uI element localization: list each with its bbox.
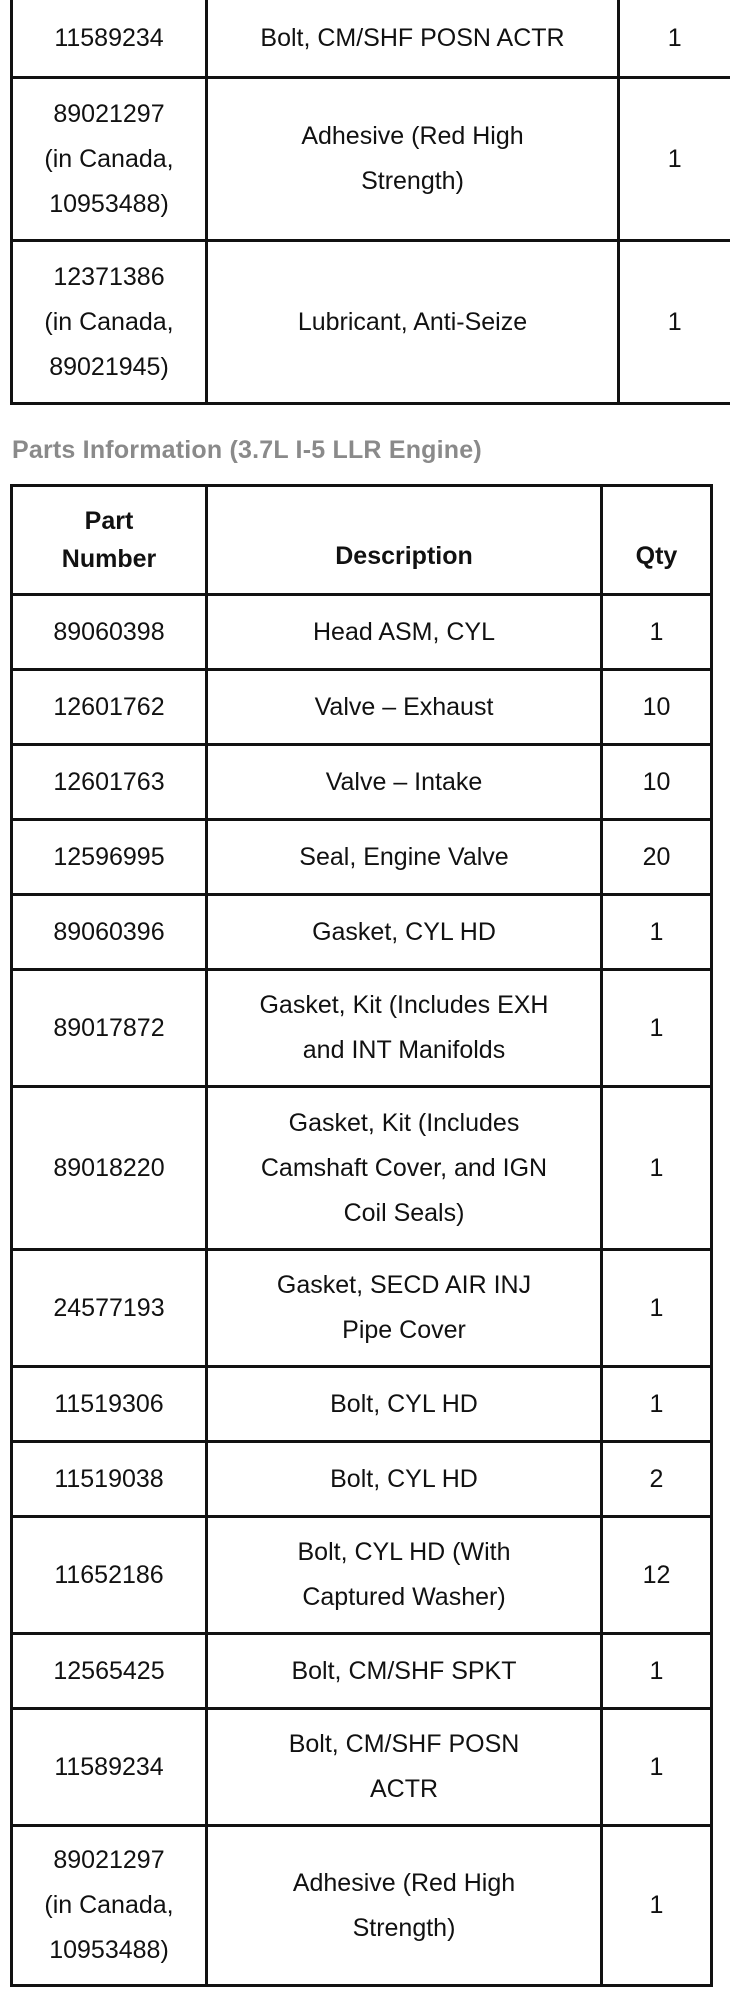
cell-qty: 1 bbox=[602, 595, 712, 670]
table-row bbox=[12, 241, 730, 404]
cell-qty: 2 bbox=[602, 1442, 712, 1517]
parts-table-llr-body bbox=[12, 595, 712, 1986]
cell-part-number: 11519038 bbox=[12, 1442, 207, 1517]
cell-part-number: 11589234 bbox=[12, 1709, 207, 1826]
cell-qty: 20 bbox=[602, 820, 712, 895]
cell-qty: 1 bbox=[602, 1826, 712, 1986]
cell-part-number: 89021297 (in Canada, 10953488) bbox=[12, 1826, 207, 1986]
table-row bbox=[12, 1709, 712, 1826]
table-row bbox=[12, 670, 712, 745]
cell-qty: 1 bbox=[602, 1634, 712, 1709]
table-row bbox=[12, 745, 712, 820]
table-row bbox=[12, 1826, 712, 1986]
cell-description: Bolt, CYL HD bbox=[207, 1367, 602, 1442]
cell-description: Gasket, CYL HD bbox=[207, 895, 602, 970]
table-row bbox=[12, 1517, 712, 1634]
cell-description: Bolt, CM/SHF POSN ACTR bbox=[207, 0, 619, 78]
cell-part-number: 12371386 (in Canada, 89021945) bbox=[12, 241, 207, 404]
table-row bbox=[12, 820, 712, 895]
table-row bbox=[12, 0, 730, 78]
cell-description: Valve – Exhaust bbox=[207, 670, 602, 745]
cell-description: Gasket, Kit (Includes Camshaft Cover, and IGN Coil Seals) bbox=[207, 1087, 602, 1250]
cell-part-number: 12601763 bbox=[12, 745, 207, 820]
cell-part-number: 12601762 bbox=[12, 670, 207, 745]
cell-description: Adhesive (Red High Strength) bbox=[207, 1826, 602, 1986]
parts-table-continued bbox=[10, 0, 730, 405]
cell-qty: 1 bbox=[602, 970, 712, 1087]
cell-qty: 1 bbox=[619, 0, 730, 78]
cell-part-number: 89018220 bbox=[12, 1087, 207, 1250]
cell-description: Gasket, Kit (Includes EXH and INT Manifolds bbox=[207, 970, 602, 1087]
cell-part-number: 11519306 bbox=[12, 1367, 207, 1442]
cell-part-number: 12565425 bbox=[12, 1634, 207, 1709]
cell-qty: 10 bbox=[602, 670, 712, 745]
cell-description: Bolt, CM/SHF POSN ACTR bbox=[207, 1709, 602, 1826]
table-row bbox=[12, 1634, 712, 1709]
cell-description: Head ASM, CYL bbox=[207, 595, 602, 670]
table-header-row bbox=[12, 486, 712, 595]
cell-part-number: 89060398 bbox=[12, 595, 207, 670]
cell-qty: 1 bbox=[619, 78, 730, 241]
table-row bbox=[12, 595, 712, 670]
cell-part-number: 89017872 bbox=[12, 970, 207, 1087]
cell-description: Bolt, CYL HD (With Captured Washer) bbox=[207, 1517, 602, 1634]
cell-qty: 1 bbox=[619, 241, 730, 404]
table-row bbox=[12, 1250, 712, 1367]
cell-qty: 12 bbox=[602, 1517, 712, 1634]
header-description: Description bbox=[207, 486, 602, 595]
cell-part-number: 89021297 (in Canada, 10953488) bbox=[12, 78, 207, 241]
table-row bbox=[12, 1087, 712, 1250]
cell-description: Bolt, CYL HD bbox=[207, 1442, 602, 1517]
table-row bbox=[12, 970, 712, 1087]
cell-part-number: 24577193 bbox=[12, 1250, 207, 1367]
cell-part-number: 11652186 bbox=[12, 1517, 207, 1634]
cell-description: Gasket, SECD AIR INJ Pipe Cover bbox=[207, 1250, 602, 1367]
cell-description: Seal, Engine Valve bbox=[207, 820, 602, 895]
cell-part-number: 12596995 bbox=[12, 820, 207, 895]
table-row bbox=[12, 895, 712, 970]
cell-qty: 1 bbox=[602, 1709, 712, 1826]
cell-qty: 1 bbox=[602, 1087, 712, 1250]
table-row bbox=[12, 1367, 712, 1442]
cell-part-number: 89060396 bbox=[12, 895, 207, 970]
header-part-number: Part Number bbox=[12, 486, 207, 595]
cell-description: Bolt, CM/SHF SPKT bbox=[207, 1634, 602, 1709]
header-qty: Qty bbox=[602, 486, 712, 595]
table-row bbox=[12, 1442, 712, 1517]
cell-qty: 1 bbox=[602, 895, 712, 970]
section-heading: Parts Information (3.7L I-5 LLR Engine) bbox=[12, 436, 482, 464]
cell-qty: 1 bbox=[602, 1367, 712, 1442]
cell-description: Adhesive (Red High Strength) bbox=[207, 78, 619, 241]
cell-part-number: 11589234 bbox=[12, 0, 207, 78]
cell-qty: 1 bbox=[602, 1250, 712, 1367]
parts-table-continued-body bbox=[12, 0, 730, 404]
parts-table-llr bbox=[10, 484, 713, 1987]
table-row bbox=[12, 78, 730, 241]
cell-qty: 10 bbox=[602, 745, 712, 820]
cell-description: Valve – Intake bbox=[207, 745, 602, 820]
cell-description: Lubricant, Anti-Seize bbox=[207, 241, 619, 404]
